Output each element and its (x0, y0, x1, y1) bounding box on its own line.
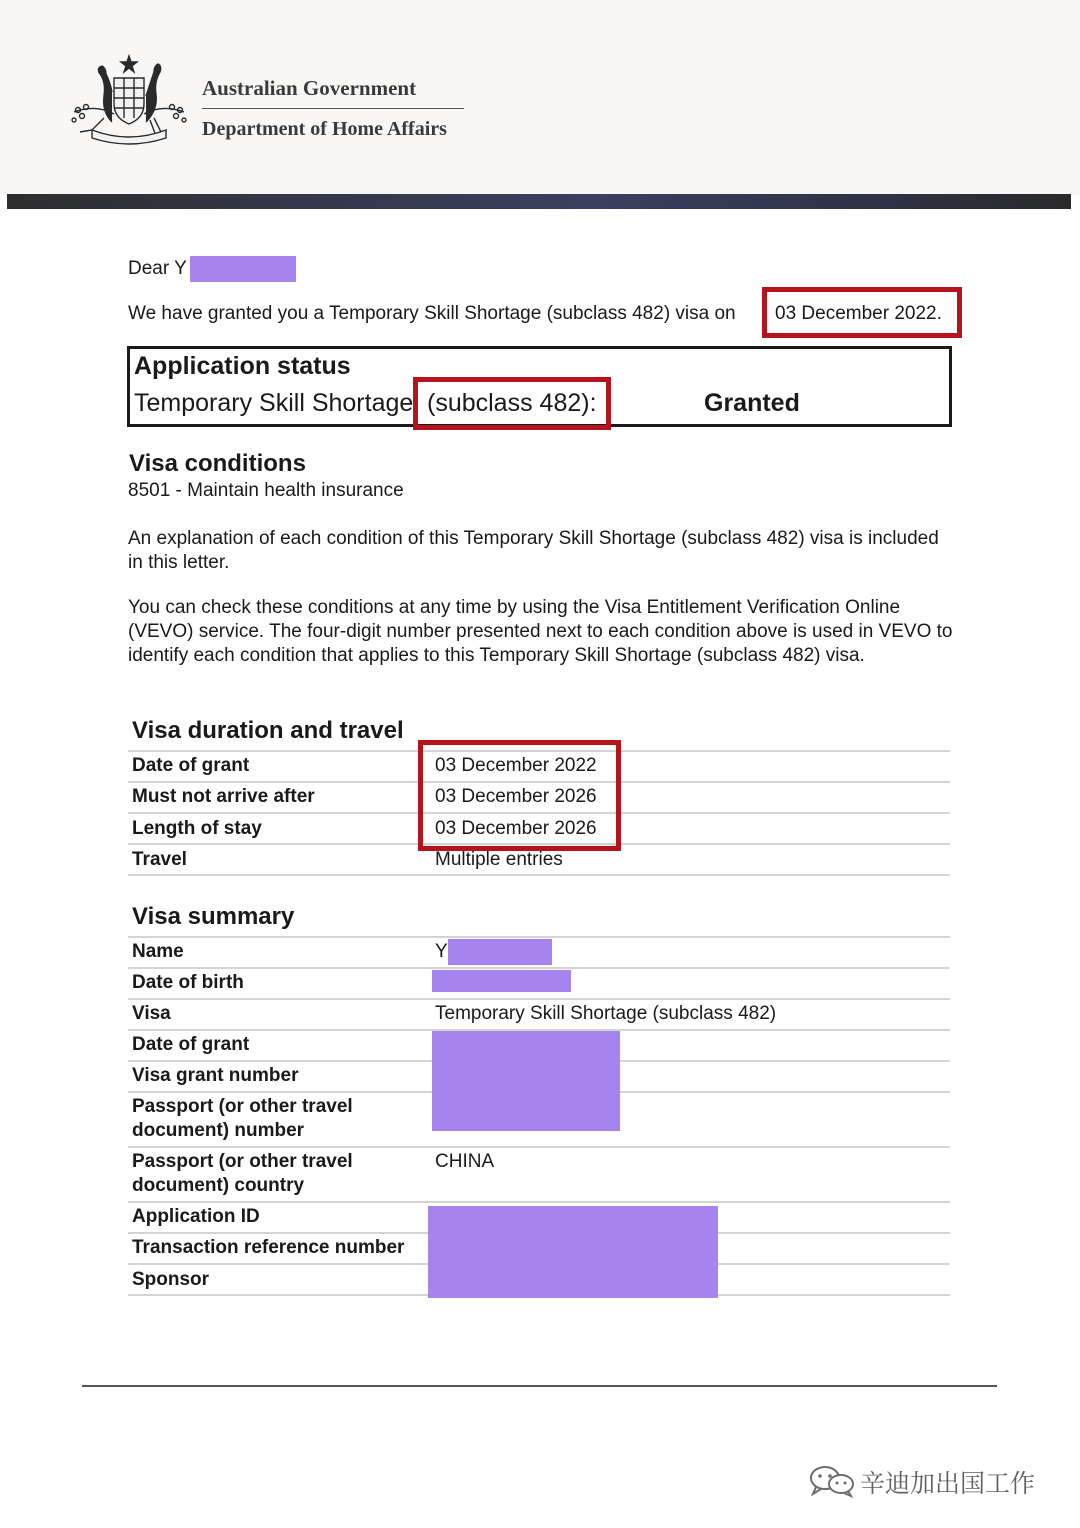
redacted-application-details (428, 1206, 718, 1298)
duration-value-date-of-grant: 03 December 2022 (435, 755, 597, 776)
visa-summary-title: Visa summary (132, 903, 295, 930)
highlight-grant-date (762, 287, 962, 338)
conditions-explanation: An explanation of each condition of this Temporary Skill Shortage (subclass 482) visa is included in this letter. (128, 528, 939, 573)
row-divider (128, 1201, 950, 1203)
summary-label-date-of-grant: Date of grant (132, 1034, 250, 1055)
duration-value-travel: Multiple entries (435, 849, 563, 870)
summary-label-application-id: Application ID (132, 1206, 260, 1227)
summary-label-passport-number: Passport (or other travel document) number (132, 1096, 353, 1141)
highlight-subclass (413, 377, 611, 430)
summary-label-date-of-birth: Date of birth (132, 972, 244, 993)
duration-label-length-of-stay: Length of stay (132, 818, 262, 839)
government-name: Australian Government (202, 76, 417, 100)
letterhead-divider (202, 108, 464, 109)
highlight-duration-dates (418, 740, 621, 851)
greeting: Dear Y (128, 258, 187, 279)
visa-duration-title: Visa duration and travel (132, 717, 404, 744)
row-divider (128, 1146, 950, 1148)
redacted-date-of-birth (432, 970, 571, 992)
summary-value-name: Y (435, 941, 448, 962)
summary-label-passport-country: Passport (or other travel document) country (132, 1151, 353, 1196)
status-granted: Granted (704, 389, 800, 417)
summary-label-visa: Visa (132, 1003, 171, 1024)
vevo-explanation: You can check these conditions at any time by using the Visa Entitlement Verification Online (VEVO) service. The four-digit number presented next to each condition above is used in VEVO to identify each condition that applies to this Temporary Skill Shortage (subclass 482) visa. (128, 597, 953, 666)
grant-statement: We have granted you a Temporary Skill Shortage (subclass 482) visa on (128, 303, 736, 324)
row-divider (128, 874, 950, 876)
duration-value-length-of-stay: 03 December 2026 (435, 818, 597, 839)
letterhead-bar (7, 194, 1071, 209)
department-name: Department of Home Affairs (202, 118, 447, 140)
redacted-name (448, 939, 552, 965)
duration-label-date-of-grant: Date of grant (132, 755, 250, 776)
wechat-icon (808, 1464, 856, 1498)
status-subclass: (subclass 482): (427, 389, 597, 417)
letterhead (0, 0, 1080, 195)
summary-label-visa-grant-number: Visa grant number (132, 1065, 299, 1086)
redacted-name (190, 256, 296, 282)
duration-label-must-not-arrive: Must not arrive after (132, 786, 315, 807)
application-status-title: Application status (134, 352, 351, 380)
row-divider (128, 936, 950, 938)
watermark-text: 辛迪加出国工作 (860, 1469, 1036, 1498)
row-divider (128, 967, 950, 969)
row-divider (128, 998, 950, 1000)
condition-item: 8501 - Maintain health insurance (128, 480, 404, 501)
summary-value-passport-country: CHINA (435, 1151, 495, 1172)
summary-label-name: Name (132, 941, 184, 962)
duration-value-must-not-arrive: 03 December 2026 (435, 786, 597, 807)
grant-date: 03 December 2022. (775, 303, 942, 324)
status-visa-name: Temporary Skill Shortage (134, 389, 414, 417)
visa-conditions-title: Visa conditions (129, 450, 306, 477)
summary-label-sponsor: Sponsor (132, 1269, 210, 1290)
duration-label-travel: Travel (132, 849, 187, 870)
redacted-grant-details (432, 1031, 620, 1131)
footer-divider (82, 1385, 997, 1387)
watermark (808, 1462, 1058, 1502)
coat-of-arms-icon (66, 52, 192, 146)
summary-label-transaction-reference: Transaction reference number (132, 1237, 405, 1258)
summary-value-visa: Temporary Skill Shortage (subclass 482) (435, 1003, 777, 1024)
